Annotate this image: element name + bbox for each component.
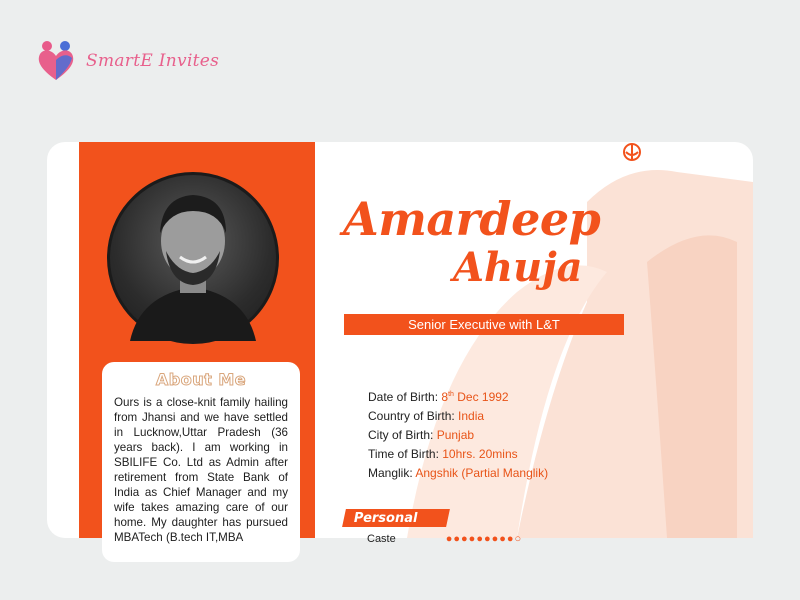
caste-value-dots: ●●●●●●●●●○ — [445, 533, 523, 545]
manglik-value: Angshik (Partial Manglik) — [415, 466, 549, 480]
khanda-icon — [619, 142, 645, 164]
brand-name: SmartE Invites — [86, 51, 220, 71]
dob-row — [368, 390, 548, 409]
birth-details — [368, 390, 548, 485]
city-label: City of Birth: — [368, 428, 434, 442]
caste-row — [367, 533, 522, 545]
brand-logo[interactable] — [34, 38, 219, 84]
about-title: About Me — [155, 370, 247, 389]
time-label: Time of Birth: — [368, 447, 439, 461]
profile-card — [47, 142, 753, 545]
manglik-row — [368, 466, 548, 485]
city-value: Punjab — [436, 428, 475, 442]
country-row — [368, 409, 548, 428]
city-row — [368, 428, 548, 447]
first-name: Amardeep — [343, 192, 601, 246]
heart-people-icon — [34, 38, 78, 84]
manglik-label: Manglik: — [368, 466, 413, 480]
about-me-box — [102, 362, 300, 562]
personal-section-tag — [342, 509, 450, 527]
personal-section-label: Personal — [354, 510, 418, 526]
designation-text: Senior Executive with L&T — [408, 317, 560, 332]
time-value: 10hrs. 20mins — [442, 447, 518, 461]
last-name: Ahuja — [453, 244, 583, 291]
country-value: India — [458, 409, 485, 423]
time-row — [368, 447, 548, 466]
country-label: Country of Birth: — [368, 409, 455, 423]
profile-photo — [107, 172, 279, 344]
designation-banner — [344, 314, 624, 335]
about-text: Ours is a close-knit family hailing from Jhansi and we have settled in Lucknow,Uttar Pradesh (36 years back). I am working in SBILIFE Co. Ltd as Admin after retirement from State Bank of India as Chief Manager and my wife takes amazing care of our home. My daughter has pursued MBATech (B.tech IT,MBA — [114, 396, 288, 544]
dob-value: 8th Dec 1992 — [441, 390, 509, 404]
caste-label: Caste — [367, 533, 396, 545]
dob-label: Date of Birth: — [368, 390, 439, 404]
